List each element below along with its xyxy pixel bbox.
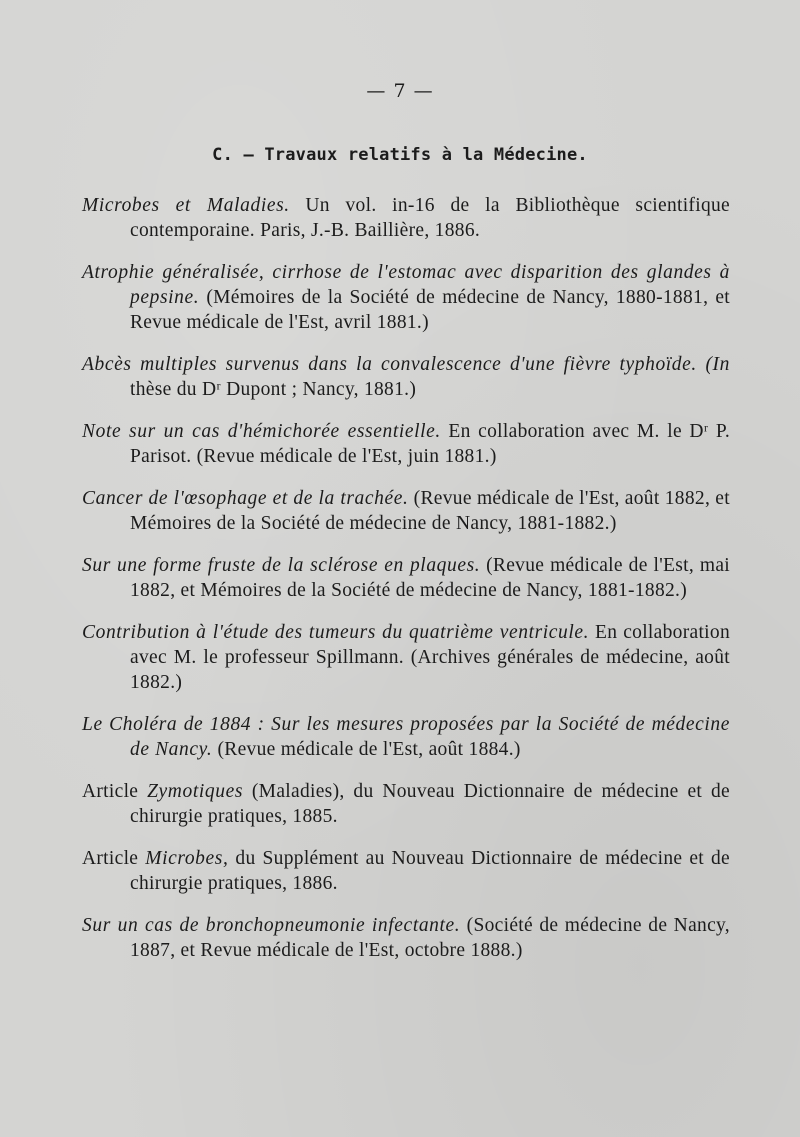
entry-title: Zymotiques [147, 781, 244, 802]
entry-title: Le Choléra de 1884 : Sur les mesures proposées par la Société de médecine de Nancy. [82, 714, 730, 760]
entry-details: (Mémoires de la Société de médecine de Nancy, 1880-1881, et Revue médicale de l'Est, avril 1881.) [130, 287, 730, 333]
entry-title: Cancer de l'œsophage et de la trachée. [82, 488, 409, 509]
entry-title: Contribution à l'étude des tumeurs du quatrième ventricule. [82, 622, 590, 643]
entry-details: thèse du Dʳ Dupont ; Nancy, 1881.) [130, 379, 417, 400]
entry-details: du Supplément au Nouveau Dictionnaire de médecine et de chirurgie pratiques, 1886. [130, 848, 730, 894]
entry-details: En collaboration avec M. le professeur Spillmann. (Archives générales de médecine, août 1882.) [130, 622, 730, 693]
entry-title: Microbes et Maladies. [82, 195, 290, 216]
entry-prefix: Article [82, 781, 148, 802]
entry-details: En collaboration avec M. le Dʳ P. Parisot. (Revue médicale de l'Est, juin 1881.) [130, 421, 730, 467]
bibliography-entry [82, 193, 730, 243]
bibliography-entry [82, 419, 730, 469]
bibliography-entry [82, 846, 730, 896]
entry-title: Note sur un cas d'hémichorée essentielle. [82, 421, 441, 442]
entry-details: (Revue médicale de l'Est, août 1884.) [212, 739, 521, 760]
bibliography-entry [82, 352, 730, 402]
entry-details: (Maladies), du Nouveau Dictionnaire de médecine et de chirurgie pratiques, 1885. [130, 781, 730, 827]
section-heading: C. — Travaux relatifs à la Médecine. [212, 145, 588, 165]
bibliography-list [82, 193, 730, 980]
entry-details: (Revue médicale de l'Est, mai 1882, et Mémoires de la Société de médecine de Nancy, 1881-1882.) [130, 555, 730, 601]
entry-prefix: Article [82, 848, 146, 869]
bibliography-entry [82, 779, 730, 829]
entry-title: Microbes, [145, 848, 229, 869]
entry-details: (Revue médicale de l'Est, août 1882, et Mémoires de la Société de médecine de Nancy, 1881-1882.) [130, 488, 730, 534]
entry-title: Sur une forme fruste de la sclérose en plaques. [82, 555, 481, 576]
bibliography-entry [82, 260, 730, 335]
bibliography-entry [82, 553, 730, 603]
entry-details: Un vol. in-16 de la Bibliothèque scientifique contemporaine. Paris, J.-B. Baillière, 1886. [130, 195, 731, 241]
entry-title: Sur un cas de bronchopneumonie infectante. [82, 915, 461, 936]
entry-title: Atrophie généralisée, cirrhose de l'estomac avec disparition des glandes à pepsine. [82, 262, 730, 308]
bibliography-entry [82, 620, 730, 695]
page-number: — 7 — [366, 80, 434, 102]
entry-details: (Société de médecine de Nancy, 1887, et Revue médicale de l'Est, octobre 1888.) [130, 915, 730, 961]
entry-title: Abcès multiples survenus dans la convalescence d'une fièvre typhoïde. (In [82, 354, 730, 375]
bibliography-entry [82, 486, 730, 536]
bibliography-entry [82, 913, 730, 963]
bibliography-entry [82, 712, 730, 762]
